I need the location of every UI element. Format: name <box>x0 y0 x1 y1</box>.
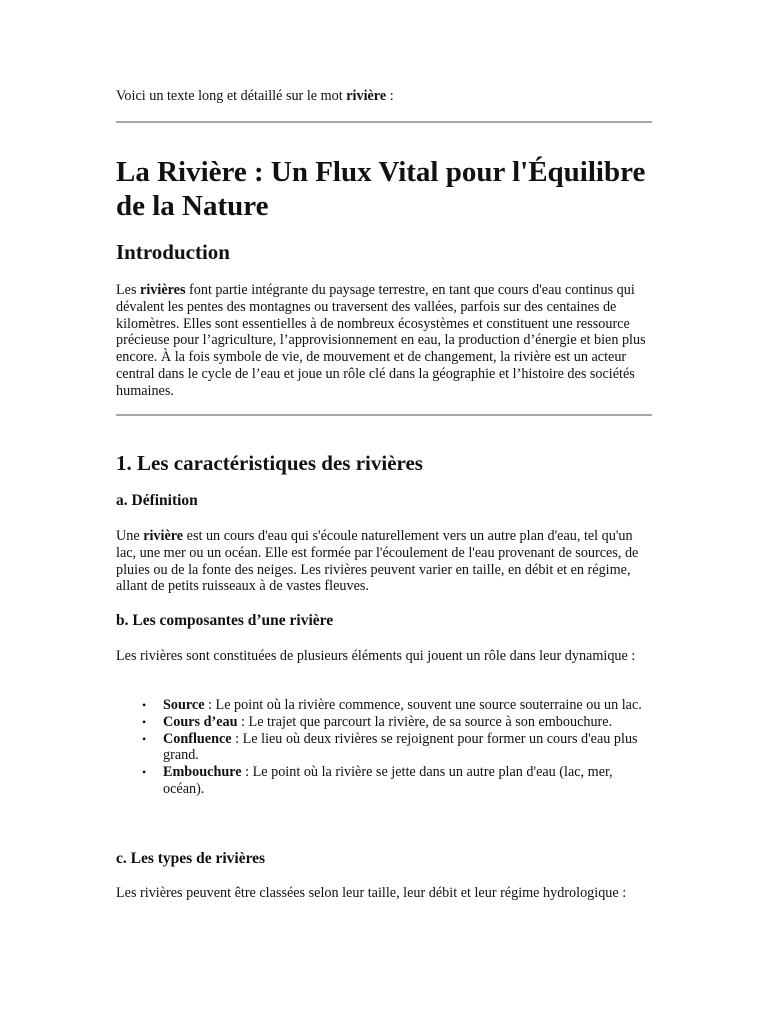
intro-line-suffix: : <box>386 88 394 104</box>
types-paragraph: Les rivières peuvent être classées selon leur taille, leur débit et leur régime hydrologique : <box>116 885 627 901</box>
definition-text: est un cours d'eau qui s'écoule naturellement vers un autre plan d'eau, tel qu'un lac, une mer ou un océan. Elle est formée par l'écoulement de l'eau provenant de sources, de pluies ou de la fonte des neiges. Les rivières peuvent varier en taille, en débit et en régime, allant de petits ruisseaux à de vastes fleuves. <box>116 528 639 595</box>
list-item-term: Source <box>163 697 205 713</box>
bullet: • <box>142 698 147 712</box>
list-item-text: : Le lieu où deux rivières se rejoignent pour former un cours d'eau plus grand. <box>163 730 638 764</box>
definition-keyword: rivière <box>143 528 184 544</box>
list-item <box>142 730 652 765</box>
introduction-text: font partie intégrante du paysage terrestre, en tant que cours d'eau continus qui dévalent les pentes des montagnes ou traversent des vallées, parfois sur des centaines de kilomètres. Elles sont essentielles à de nombreux écosystèmes et constituent une ressource précieuse pour l’agriculture, l’approvisionnement en eau, la production d’énergie et bien plus encore. À la fois symbole de vie, de mouvement et de changement, la rivière est un acteur central dans le cycle de l’eau et joue un rôle clé dans la géographie et l’histoire des sociétés humaines. <box>116 282 646 399</box>
list-item-term: Confluence <box>163 730 232 747</box>
list-item <box>142 713 652 731</box>
document-title: La Rivière : Un Flux Vital pour l'Équilibre de la Nature <box>116 156 646 222</box>
list-item <box>142 764 652 798</box>
components-heading: b. Les composantes d’une rivière <box>116 612 334 629</box>
intro-line-prefix: Voici un texte long et détaillé sur le mot <box>116 88 347 104</box>
list-item-text: : Le trajet que parcourt la rivière, de sa source à son embouchure. <box>237 713 613 730</box>
list-item-text: : Le point où la rivière commence, souvent une source souterraine ou un lac. <box>204 697 642 713</box>
components-paragraph: Les rivières sont constituées de plusieurs éléments qui jouent un rôle dans leur dynamique : <box>116 648 636 664</box>
list-item-term: Cours d’eau <box>163 713 238 730</box>
components-list <box>116 697 652 798</box>
bullet: • <box>142 765 147 780</box>
introduction-keyword: rivières <box>140 282 186 298</box>
list-item-text: : Le point où la rivière se jette dans un autre plan d'eau (lac, mer, océan). <box>163 764 613 797</box>
intro-line <box>116 88 652 105</box>
divider-top <box>116 121 652 123</box>
bullet: • <box>142 714 147 729</box>
section1-heading: 1. Les caractéristiques des rivières <box>116 451 423 475</box>
list-item <box>142 697 652 714</box>
definition-heading: a. Définition <box>116 492 198 509</box>
divider-middle <box>116 414 652 416</box>
types-heading: c. Les types de rivières <box>116 850 266 867</box>
intro-line-keyword: rivière <box>346 88 387 104</box>
bullet: • <box>142 731 147 746</box>
definition-paragraph <box>116 528 652 595</box>
introduction-heading: Introduction <box>116 240 230 264</box>
definition-prefix: Une <box>116 528 144 544</box>
list-item-term: Embouchure <box>163 764 242 781</box>
introduction-prefix: Les <box>116 282 141 298</box>
introduction-paragraph <box>116 282 652 400</box>
